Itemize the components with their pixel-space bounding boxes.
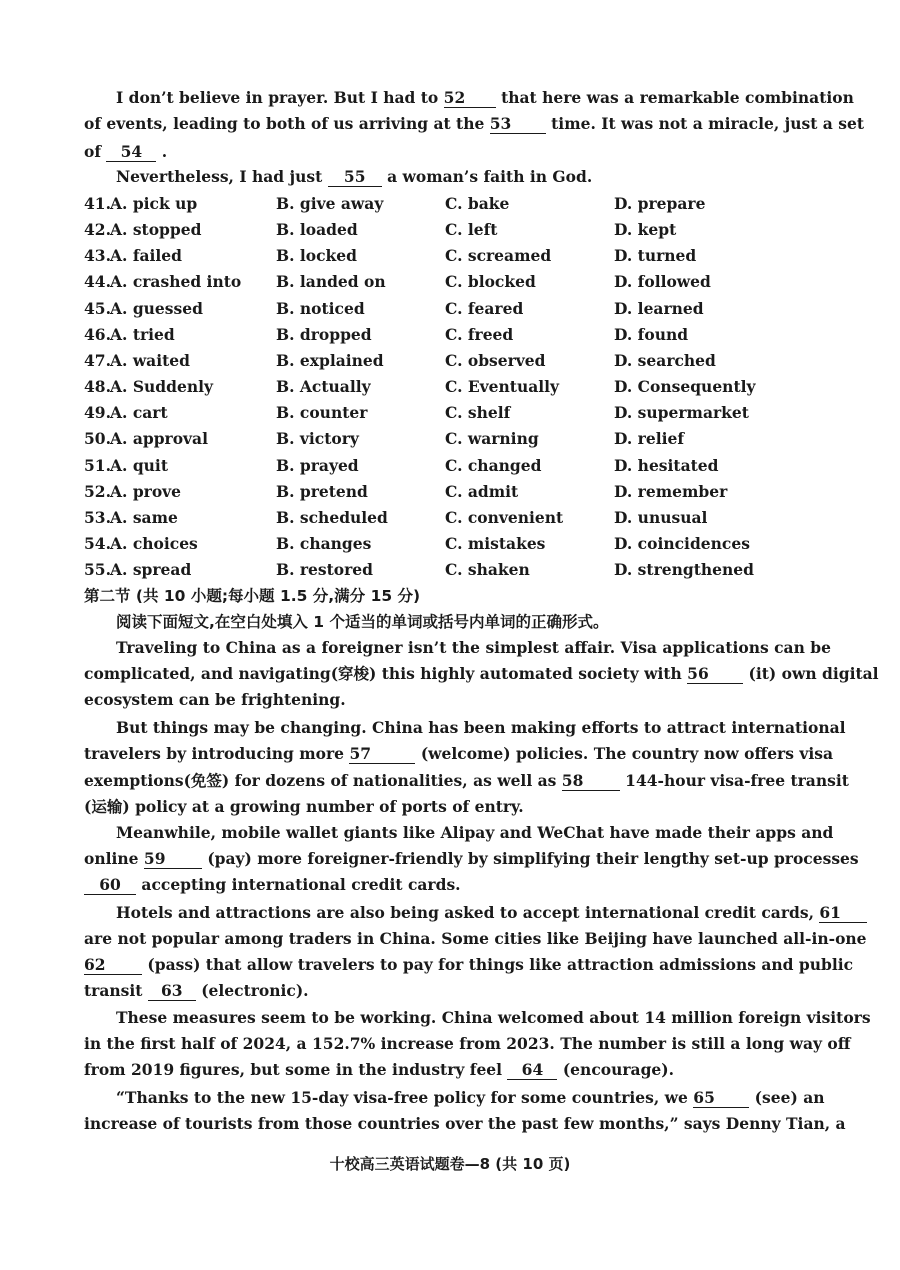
option-a[interactable]: A. crashed into [110,272,242,291]
option-b[interactable]: B. noticed [276,299,365,318]
passage1-line3: of 54 . [84,142,168,161]
blank-63[interactable]: 63 [148,982,196,1001]
passage2-line: “Thanks to the new 15-day visa-free policy for some countries, we 65 (see) an [116,1088,825,1107]
blank-52[interactable]: 52 [444,89,496,108]
option-c[interactable]: C. changed [445,456,542,475]
option-d[interactable]: D. learned [614,299,704,318]
blank-62[interactable]: 62 [84,956,142,975]
option-d[interactable]: D. relief [614,429,685,448]
option-c[interactable]: C. convenient [445,508,564,527]
option-b[interactable]: B. Actually [276,377,371,396]
option-b[interactable]: B. counter [276,403,368,422]
option-b[interactable]: B. scheduled [276,508,388,527]
option-c[interactable]: C. screamed [445,246,552,265]
question-number: 45. [84,299,111,318]
option-c[interactable]: C. observed [445,351,546,370]
passage2-line: 60 accepting international credit cards. [84,873,789,897]
option-d[interactable]: D. coincidences [614,534,750,553]
passage1-line4: Nevertheless, I had just 55 a woman’s faith in God. [116,167,593,186]
question-number: 51. [84,456,111,475]
option-row [84,244,804,268]
blank-65[interactable]: 65 [693,1089,749,1108]
passage2-line: But things may be changing. China has been making efforts to attract international [116,718,846,737]
option-b[interactable]: B. prayed [276,456,359,475]
option-row [84,218,804,242]
question-number: 47. [84,351,111,370]
option-d[interactable]: D. hesitated [614,456,719,475]
option-d[interactable]: D. remember [614,482,728,501]
question-number: 49. [84,403,111,422]
option-c[interactable]: C. freed [445,325,514,344]
option-row [84,192,804,216]
option-a[interactable]: A. spread [110,560,192,579]
passage2-line: Hotels and attractions are also being asked to accept international credit cards, 61 [116,901,789,925]
option-d[interactable]: D. searched [614,351,716,370]
passage2-line: complicated, and navigating(穿梭) this highly automated society with 56 (it) own digital [84,664,879,683]
blank-59[interactable]: 59 [144,850,202,869]
option-b[interactable]: B. pretend [276,482,368,501]
question-number: 43. [84,246,111,265]
option-b[interactable]: B. victory [276,429,359,448]
option-c[interactable]: C. warning [445,429,539,448]
option-b[interactable]: B. loaded [276,220,358,239]
option-row [84,401,804,425]
option-row [84,375,804,399]
passage2-line: Traveling to China as a foreigner isn’t the simplest affair. Visa applications can be [116,638,831,657]
option-row [84,270,804,294]
blank-60[interactable]: 60 [84,876,136,895]
option-d[interactable]: D. turned [614,246,697,265]
option-d[interactable]: D. unusual [614,508,708,527]
question-number: 53. [84,508,111,527]
passage2-line: ecosystem can be frightening. [84,690,346,709]
option-d[interactable]: D. prepare [614,194,706,213]
option-c[interactable]: C. bake [445,194,510,213]
passage2-line: (运输) policy at a growing number of ports of entry. [84,797,524,816]
option-c[interactable]: C. mistakes [445,534,546,553]
blank-64[interactable]: 64 [507,1061,557,1080]
option-row [84,349,804,373]
question-number: 52. [84,482,111,501]
blank-55[interactable]: 55 [328,168,382,187]
option-a[interactable]: A. waited [110,351,190,370]
option-a[interactable]: A. same [110,508,178,527]
question-number: 44. [84,272,111,291]
option-row [84,558,804,582]
option-a[interactable]: A. quit [110,456,168,475]
page-footer: 十校高三英语试题卷—8 (共 10 页) [329,1155,571,1173]
blank-58[interactable]: 58 [562,772,620,791]
question-number: 55. [84,560,111,579]
passage2-line: online 59 (pay) more foreigner-friendly by simplifying their lengthy set-up processes [84,849,859,868]
option-c[interactable]: C. feared [445,299,524,318]
option-row [84,506,804,530]
section2-instruction: 阅读下面短文,在空白处填入 1 个适当的单词或括号内单词的正确形式。 [116,613,609,631]
option-c[interactable]: C. shelf [445,403,511,422]
passage2-line: travelers by introducing more 57 (welcome) policies. The country now offers visa [84,744,834,763]
option-row [84,297,804,321]
passage2-line: exemptions(免签) for dozens of nationalities, as well as 58 144-hour visa-free transit [84,771,849,790]
passage1-line2: of events, leading to both of us arriving at the 53 time. It was not a miracle, just a set [84,114,864,133]
question-number: 46. [84,325,111,344]
option-d[interactable]: D. supermarket [614,403,749,422]
passage2-line: transit 63 (electronic). [84,981,309,1000]
question-number: 42. [84,220,111,239]
question-number: 54. [84,534,111,553]
option-c[interactable]: C. blocked [445,272,536,291]
blank-53[interactable]: 53 [490,115,546,134]
passage1-line1: I don’t believe in prayer. But I had to 52 that here was a remarkable combination [116,88,854,107]
option-b[interactable]: B. landed on [276,272,386,291]
section2-heading: 第二节 (共 10 小题;每小题 1.5 分,满分 15 分) [84,587,421,605]
passage2-line: These measures seem to be working. China welcomed about 14 million foreign visitors [116,1008,871,1027]
passage2-line: in the first half of 2024, a 152.7% increase from 2023. The number is still a long way off [84,1034,851,1053]
option-b[interactable]: B. restored [276,560,374,579]
option-c[interactable]: C. shaken [445,560,530,579]
blank-56[interactable]: 56 [687,665,743,684]
passage2-line: 62 (pass) that allow travelers to pay for things like attraction admissions and public [84,955,854,974]
blank-57[interactable]: 57 [349,745,415,764]
option-a[interactable]: A. pick up [110,194,198,213]
option-a[interactable]: A. prove [110,482,182,501]
option-a[interactable]: A. approval [110,429,208,448]
option-d[interactable]: D. kept [614,220,677,239]
option-c[interactable]: C. left [445,220,498,239]
passage2-line: are not popular among traders in China. Some cities like Beijing have launched all-in-one [84,929,867,948]
question-number: 50. [84,429,111,448]
option-b[interactable]: B. changes [276,534,372,553]
option-d[interactable]: D. Consequently [614,377,756,396]
passage2-line: from 2019 figures, but some in the industry feel 64 (encourage). [84,1060,674,1079]
passage2-line: Meanwhile, mobile wallet giants like Alipay and WeChat have made their apps and [116,823,834,842]
blank-61[interactable]: 61 [819,904,867,923]
option-b[interactable]: B. give away [276,194,384,213]
option-a[interactable]: A. failed [110,246,183,265]
option-d[interactable]: D. followed [614,272,711,291]
option-row [84,480,804,504]
option-a[interactable]: A. stopped [110,220,202,239]
option-a[interactable]: A. guessed [110,299,203,318]
option-row [84,454,804,478]
option-d[interactable]: D. strengthened [614,560,754,579]
option-row [84,323,804,347]
option-b[interactable]: B. locked [276,246,357,265]
option-row [84,427,804,451]
option-row [84,532,804,556]
option-a[interactable]: A. cart [110,403,168,422]
option-c[interactable]: C. admit [445,482,519,501]
option-c[interactable]: C. Eventually [445,377,560,396]
option-a[interactable]: A. choices [110,534,198,553]
passage2-line: increase of tourists from those countries over the past few months,” says Denny Tian, a [84,1114,846,1133]
question-number: 48. [84,377,111,396]
blank-54[interactable]: 54 [106,143,156,162]
option-b[interactable]: B. dropped [276,325,372,344]
option-a[interactable]: A. tried [110,325,175,344]
option-d[interactable]: D. found [614,325,689,344]
option-a[interactable]: A. Suddenly [110,377,213,396]
option-b[interactable]: B. explained [276,351,384,370]
question-number: 41. [84,194,111,213]
